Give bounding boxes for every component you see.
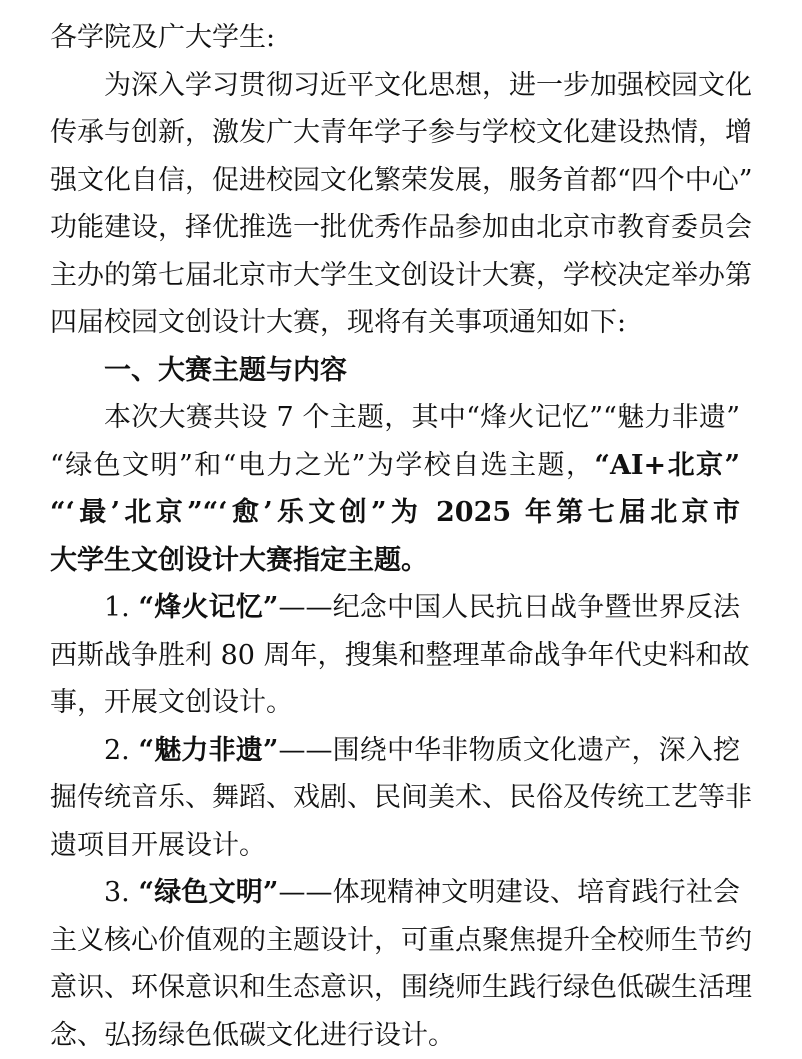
theme-item-number: 2. bbox=[104, 734, 130, 766]
intro-line: 强文化自信，促进校园文化繁荣发展，服务首都“四个中心” bbox=[50, 164, 753, 196]
document-page bbox=[50, 14, 753, 1059]
theme-item-text: ——体现精神文明建设、培育践行社会 bbox=[278, 877, 741, 908]
themes-line: 本次大赛共设 7 个主题，其中“烽火记忆”“魅力非遗” bbox=[104, 402, 740, 433]
salutation: 各学院及广大学生: bbox=[50, 22, 276, 53]
theme-item-text: ——围绕中华非物质文化遗产，深入挖 bbox=[278, 734, 741, 766]
themes-line-bold: “AI+北京” bbox=[594, 449, 740, 481]
intro-line: 传承与创新，激发广大青年学子参与学校文化建设热情，增 bbox=[50, 117, 752, 148]
section-heading: 一、大赛主题与内容 bbox=[104, 354, 347, 386]
theme-item-line: 意识、环保意识和生态意识，围绕师生践行绿色低碳生活理 bbox=[50, 972, 752, 1003]
themes-line bbox=[50, 442, 740, 490]
theme-item-number: 3. bbox=[104, 877, 130, 908]
intro-line: 为深入学习贯彻习近平文化思想，进一步加强校园文化 bbox=[104, 69, 752, 101]
theme-item-line bbox=[50, 584, 740, 632]
theme-item-line: 念、弘扬绿色低碳文化进行设计。 bbox=[50, 1019, 455, 1051]
theme-item-line bbox=[50, 727, 740, 775]
themes-line-normal: “绿色文明”和“电力之光”为学校自选主题， bbox=[50, 449, 595, 481]
intro-line: 四届校园文创设计大赛，现将有关事项通知如下: bbox=[50, 307, 627, 338]
theme-item-number: 1. bbox=[104, 592, 130, 623]
intro-line: 功能建设，择优推选一批优秀作品参加由北京市教育委员会 bbox=[50, 212, 752, 243]
theme-item-title: “绿色文明” bbox=[138, 877, 279, 908]
themes-line-bold: “‘最’北京”“‘愈’乐文创”为 2025 年第七届北京市 bbox=[50, 497, 740, 528]
theme-item-line bbox=[50, 869, 740, 917]
theme-item bbox=[50, 584, 750, 727]
theme-item-title: “魅力非遗” bbox=[138, 734, 279, 766]
theme-item bbox=[50, 727, 752, 870]
intro-paragraph bbox=[50, 62, 753, 347]
theme-item-title: “烽火记忆” bbox=[138, 592, 279, 623]
theme-item-line: 事，开展文创设计。 bbox=[50, 687, 293, 718]
theme-item-text: ——纪念中国人民抗日战争暨世界反法 bbox=[278, 592, 741, 623]
theme-item-line: 主义核心价值观的主题设计，可重点聚焦提升全校师生节约 bbox=[50, 924, 752, 956]
theme-item bbox=[50, 869, 752, 1059]
theme-item-line: 遗项目开展设计。 bbox=[50, 829, 266, 861]
theme-item-line: 掘传统音乐、舞蹈、戏剧、民间美术、民俗及传统工艺等非 bbox=[50, 782, 752, 813]
intro-line: 主办的第七届北京市大学生文创设计大赛，学校决定举办第 bbox=[50, 259, 752, 291]
themes-line-bold: 大学生文创设计大赛指定主题。 bbox=[50, 544, 428, 576]
themes-paragraph bbox=[50, 394, 740, 584]
theme-item-line: 西斯战争胜利 80 周年，搜集和整理革命战争年代史料和故 bbox=[50, 639, 750, 671]
